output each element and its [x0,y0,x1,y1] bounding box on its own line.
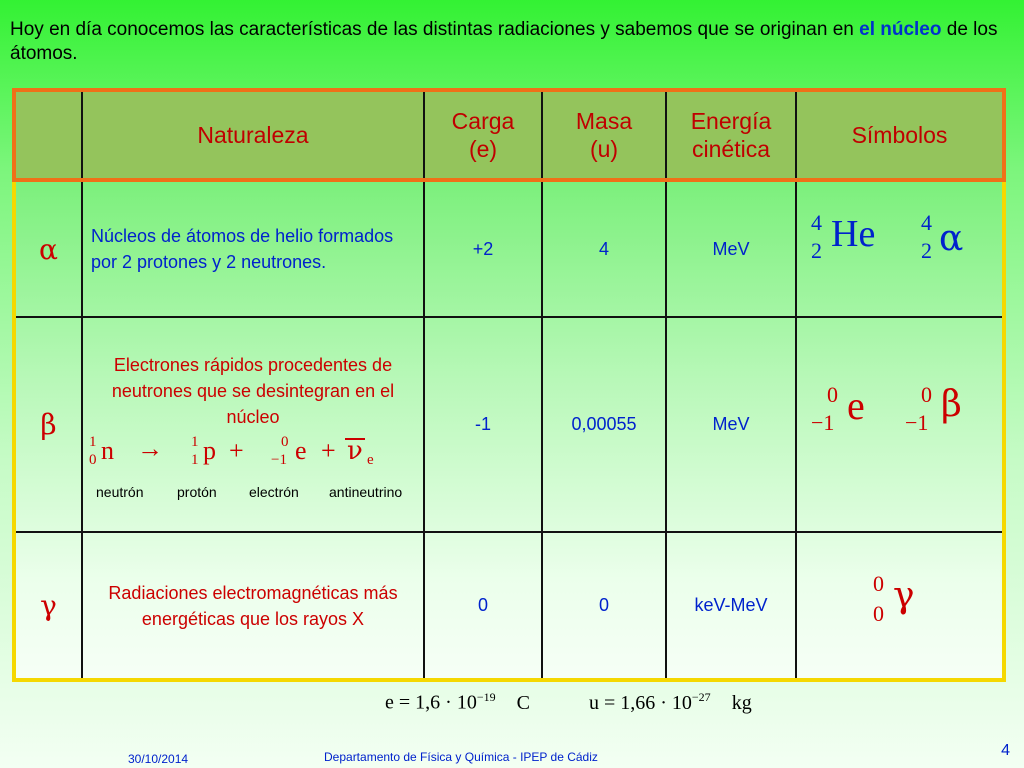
decay-e: e [295,436,307,465]
decay-e-mass: 0 [281,434,289,450]
decay-plus-2: + [321,436,336,465]
beta-charge: -1 [474,414,491,434]
decay-p-atomic: 1 [191,452,199,468]
alpha-energy: MeV [712,238,750,259]
beta-mass: 0,00055 [571,414,637,434]
header-naturaleza: Naturaleza [197,122,309,148]
radiation-table [12,88,1006,682]
decay-n-mass: 1 [89,434,97,450]
e-mass-number: 0 [827,382,838,407]
gamma-energy: keV-MeV [694,595,768,615]
alpha-atomic-number: 2 [921,238,932,263]
beta-symbol: β [40,408,57,441]
gamma-atomic-number: 0 [873,601,884,626]
gamma-symbol: γ [40,589,57,622]
gamma-nature: Radiaciones electromagnéticas más energéticas que los rayos X [108,582,398,629]
alpha-notation-symbol: α [939,218,964,259]
he-atomic-number: 2 [811,238,822,263]
decay-nu: ν [347,436,363,466]
e-symbol: e [847,383,865,428]
gamma-mass-number: 0 [873,571,884,596]
particle-labels [83,484,423,504]
e-unit: C [516,691,530,714]
intro-highlight: el núcleo [859,19,942,40]
e-exponent: −19 [476,690,496,704]
intro-text-before: Hoy en día conocemos las características de las distintas radiaciones y sabemos que se originan en [10,19,860,40]
label-electron: electrón [249,484,299,500]
label-neutron: neutrón [96,484,144,500]
label-antineutrino: antineutrino [329,484,403,500]
header-empty [16,92,81,178]
header-masa: Masa (u) [575,108,633,162]
alpha-notation [797,182,1002,316]
u-constant: u = 1,66 · 10 [588,691,692,714]
beta-nature: Electrones rápidos procedentes de neutrones que se desintegran en el núcleo [111,355,395,427]
e-constant: e = 1,6 · 10 [385,691,477,714]
constants-formula [385,690,752,715]
gamma-notation-symbol: γ [893,575,915,616]
header-carga: Carga (e) [451,108,515,162]
footer-date: 30/10/2014 [128,752,189,766]
decay-plus-1: + [229,436,244,465]
decay-p-mass: 1 [191,434,199,450]
beta-notation [797,318,1002,531]
decay-e-atomic: −1 [271,452,287,468]
alpha-charge: +2 [472,238,494,259]
gamma-mass: 0 [598,595,609,615]
decay-arrow: → [137,434,163,463]
decay-nu-sub: e [367,452,374,468]
beta-energy: MeV [712,414,750,434]
decay-n: n [101,436,114,465]
he-symbol: He [831,213,876,255]
alpha-mass: 4 [598,238,609,259]
table-header [12,88,1006,182]
u-exponent: −27 [691,690,711,704]
alpha-nature: Núcleos de átomos de helio formados por 2 protones y 2 neutrones. [91,226,394,272]
alpha-symbol: α [39,232,58,266]
alpha-mass-number: 4 [921,210,932,235]
header-energia: Energía cinética [690,108,772,162]
header-simbolos: Símbolos [851,122,948,148]
intro-text [10,18,1010,66]
beta-mass-number: 0 [921,382,932,407]
label-proton: protón [177,484,217,500]
beta-notation-symbol: β [941,384,962,425]
decay-p: p [203,436,216,465]
intro-text-after: de los átomos. [10,19,998,64]
u-unit: kg [731,691,752,714]
gamma-charge: 0 [477,595,488,615]
beta-atomic-number: −1 [905,410,929,435]
decay-n-atomic: 0 [89,452,97,468]
page-number: 4 [1001,742,1010,759]
table-body [12,182,1006,682]
he-mass-number: 4 [811,210,822,235]
footer-department: Departamento de Física y Química - IPEP de Cádiz [324,750,598,764]
e-atomic-number: −1 [811,410,835,435]
gamma-notation [797,533,1002,678]
